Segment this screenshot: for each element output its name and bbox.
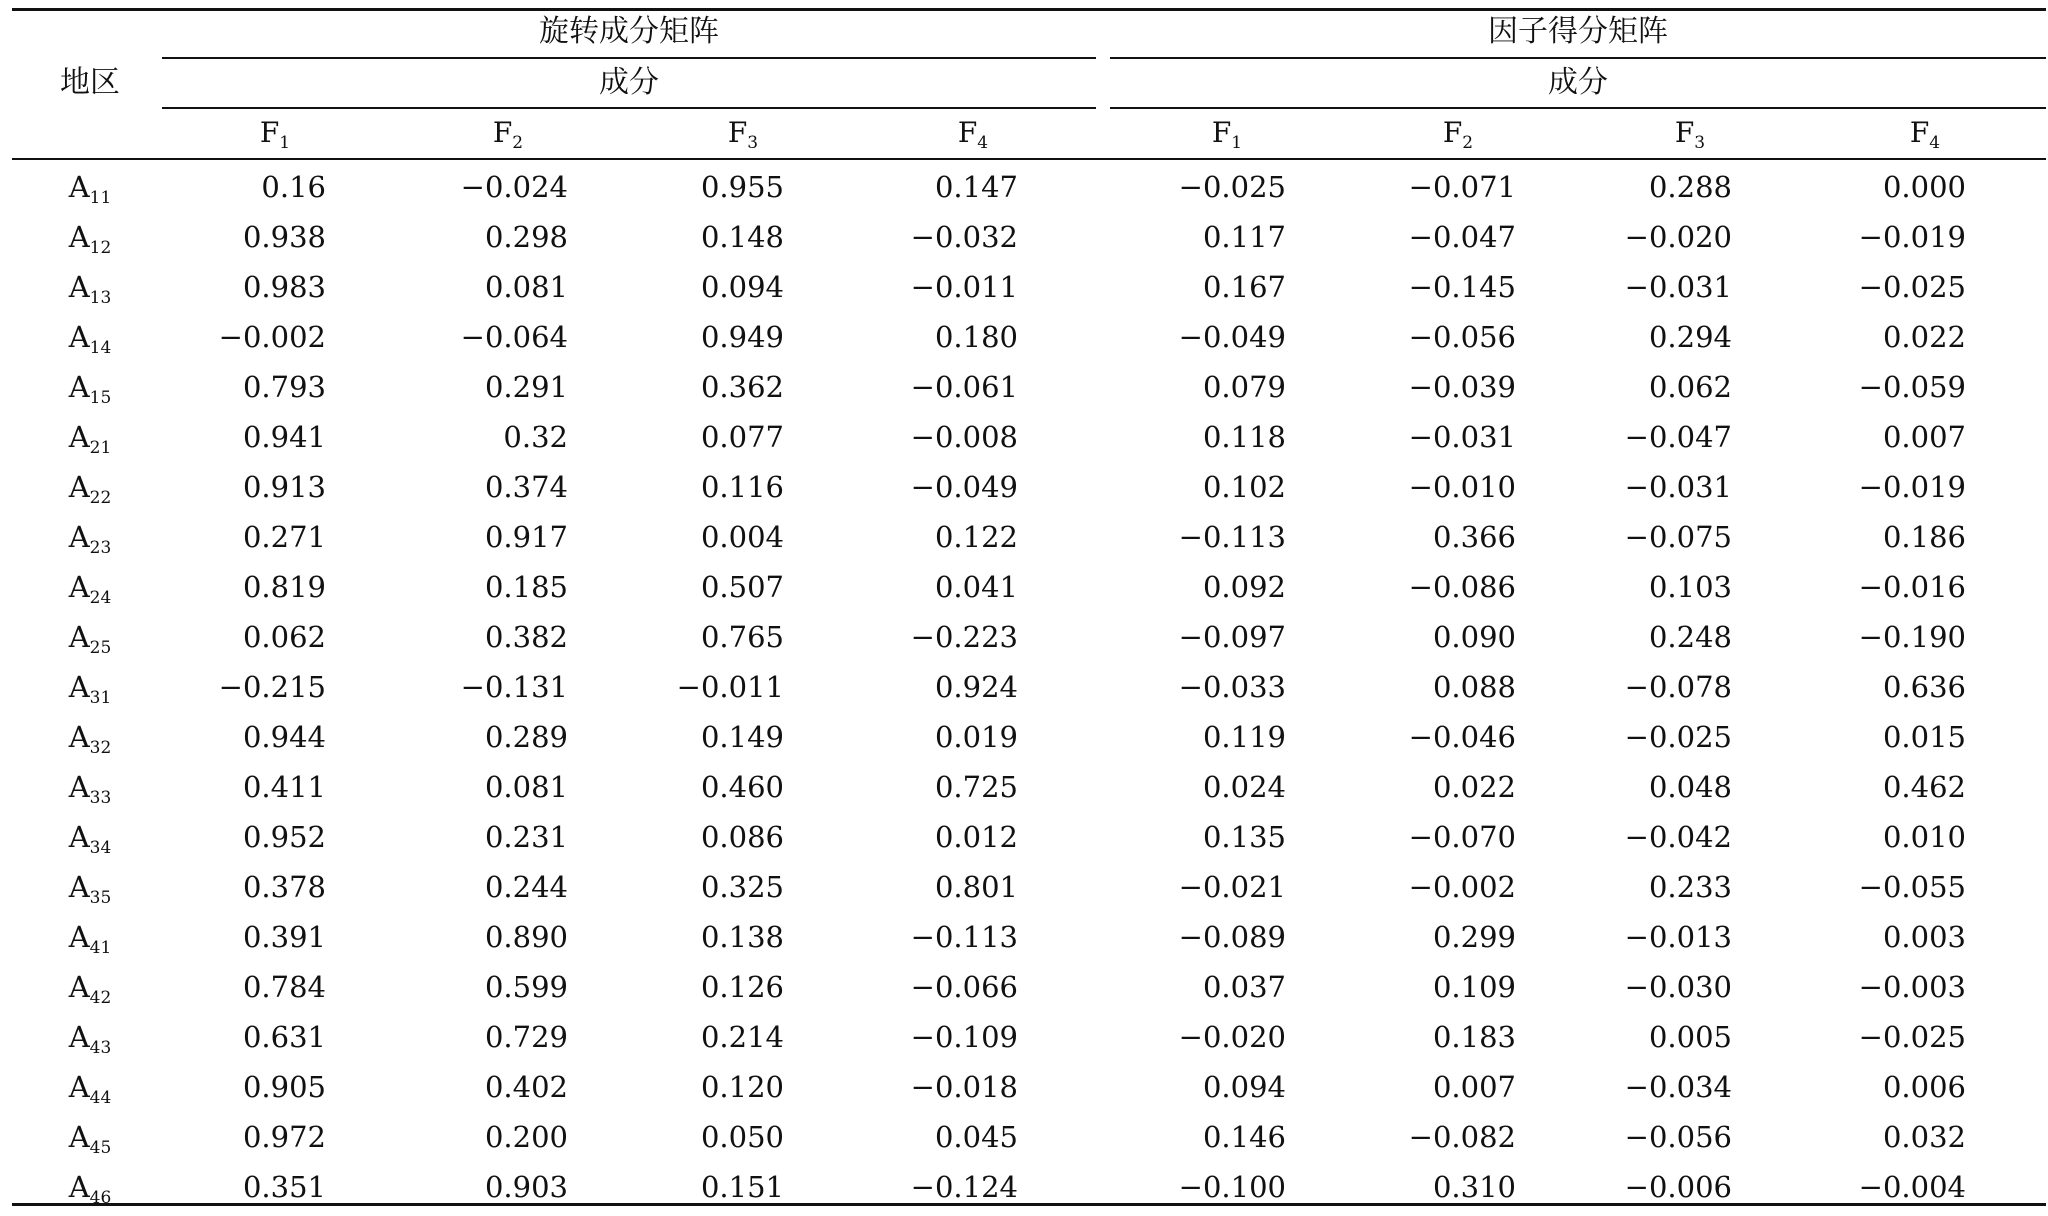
region-label-subscript: 42: [89, 988, 112, 1008]
region-label-base: A: [68, 620, 90, 654]
table-row: [0, 563, 2048, 613]
loading-cell: 0.271: [242, 520, 326, 554]
loading-cell: −0.066: [910, 970, 1018, 1004]
factor-header-f1-subscript: 1: [279, 133, 291, 153]
loading-cell: 0.890: [484, 920, 568, 954]
region-label-base: A: [68, 270, 90, 304]
table-row: [0, 163, 2048, 213]
score-cell: −0.055: [1858, 870, 1966, 904]
region-label-base: A: [68, 220, 90, 254]
rotated-component-matrix-title: 旋转成分矩阵: [539, 14, 719, 49]
region-label-subscript: 12: [89, 238, 112, 258]
score-cell: 0.032: [1882, 1120, 1966, 1154]
score-cell: −0.086: [1408, 570, 1516, 604]
region-label: [30, 367, 150, 407]
score-cell: 0.146: [1202, 1120, 1286, 1154]
score-cell: 0.366: [1432, 520, 1516, 554]
loading-cell: 0.972: [242, 1120, 326, 1154]
region-label-subscript: 21: [89, 438, 112, 458]
score-cell: −0.025: [1624, 720, 1732, 754]
region-label: [30, 317, 150, 357]
loading-cell: 0.012: [934, 820, 1018, 854]
score-cell: 0.062: [1648, 370, 1732, 404]
table-row: [0, 963, 2048, 1013]
score-cell: 0.183: [1432, 1020, 1516, 1054]
score-cell: 0.092: [1202, 570, 1286, 604]
region-label: [30, 617, 150, 657]
score-matrix-title-rule: [1110, 57, 2046, 59]
score-cell: 0.022: [1432, 770, 1516, 804]
score-cell: −0.047: [1624, 420, 1732, 454]
score-cell: −0.056: [1408, 320, 1516, 354]
score-cell: 0.022: [1882, 320, 1966, 354]
loading-cell: 0.631: [242, 1020, 326, 1054]
factor-header-f2: [468, 113, 548, 153]
factor-header-f2-base: F: [492, 116, 513, 149]
factor-header-f1-base: F: [1211, 116, 1232, 149]
loading-cell: 0.200: [484, 1120, 568, 1154]
table-row: [0, 1013, 2048, 1063]
factor-score-subtitle: 成分: [1548, 65, 1608, 100]
loading-cell: 0.507: [700, 570, 784, 604]
region-label-base: A: [68, 570, 90, 604]
factor-header-f4-subscript: 4: [1929, 133, 1941, 153]
loading-cell: 0.955: [700, 170, 784, 204]
table-row: [0, 213, 2048, 263]
score-cell: 0.010: [1882, 820, 1966, 854]
region-label-subscript: 32: [89, 738, 112, 758]
score-cell: −0.016: [1858, 570, 1966, 604]
score-cell: −0.033: [1178, 670, 1286, 704]
loading-cell: 0.16: [261, 170, 326, 204]
score-cell: −0.004: [1858, 1170, 1966, 1204]
loading-cell: 0.019: [934, 720, 1018, 754]
region-label-base: A: [68, 720, 90, 754]
region-label-subscript: 43: [89, 1038, 112, 1058]
table-body: [0, 163, 2048, 1213]
loading-cell: −0.008: [910, 420, 1018, 454]
score-cell: −0.089: [1178, 920, 1286, 954]
factor-header-f3-base: F: [1674, 116, 1695, 149]
loading-cell: 0.116: [700, 470, 784, 504]
factor-header-f1: [1187, 113, 1267, 153]
loading-cell: 0.402: [484, 1070, 568, 1104]
score-cell: 0.186: [1882, 520, 1966, 554]
factor-header-f4-base: F: [957, 116, 978, 149]
loading-cell: −0.032: [910, 220, 1018, 254]
region-label-subscript: 46: [89, 1188, 112, 1208]
factor-header-f2: [1418, 113, 1498, 153]
region-label: [30, 1117, 150, 1157]
loading-cell: 0.289: [484, 720, 568, 754]
score-cell: 0.094: [1202, 1070, 1286, 1104]
loading-cell: 0.374: [484, 470, 568, 504]
region-label-subscript: 34: [89, 838, 112, 858]
loading-cell: 0.411: [242, 770, 326, 804]
score-cell: −0.034: [1624, 1070, 1732, 1104]
factor-header-f1: [235, 113, 315, 153]
table-row: [0, 713, 2048, 763]
factor-header-f4: [1885, 113, 1965, 153]
score-cell: 0.118: [1202, 420, 1286, 454]
score-cell: −0.002: [1408, 870, 1516, 904]
loading-cell: −0.131: [460, 670, 568, 704]
score-cell: −0.113: [1178, 520, 1286, 554]
region-label-subscript: 11: [89, 188, 112, 208]
factor-header-f4: [933, 113, 1013, 153]
score-cell: −0.097: [1178, 620, 1286, 654]
region-label-subscript: 33: [89, 788, 112, 808]
score-cell: −0.031: [1624, 470, 1732, 504]
loading-cell: 0.122: [934, 520, 1018, 554]
score-cell: −0.056: [1624, 1120, 1732, 1154]
score-cell: −0.030: [1624, 970, 1732, 1004]
table-row: [0, 363, 2048, 413]
score-cell: 0.005: [1648, 1020, 1732, 1054]
table-row: [0, 763, 2048, 813]
region-label-subscript: 15: [89, 388, 112, 408]
score-cell: −0.025: [1178, 170, 1286, 204]
score-cell: 0.007: [1432, 1070, 1516, 1104]
score-cell: 0.299: [1432, 920, 1516, 954]
score-cell: −0.013: [1624, 920, 1732, 954]
score-cell: −0.078: [1624, 670, 1732, 704]
score-cell: 0.015: [1882, 720, 1966, 754]
loading-cell: −0.113: [910, 920, 1018, 954]
region-label-base: A: [68, 770, 90, 804]
region-column-header: 地区: [60, 65, 120, 100]
score-cell: −0.100: [1178, 1170, 1286, 1204]
loading-cell: 0.460: [700, 770, 784, 804]
score-cell: 0.117: [1202, 220, 1286, 254]
loading-cell: 0.126: [700, 970, 784, 1004]
region-label-subscript: 22: [89, 488, 112, 508]
loading-cell: −0.124: [910, 1170, 1018, 1204]
score-cell: −0.006: [1624, 1170, 1732, 1204]
score-cell: 0.119: [1202, 720, 1286, 754]
factor-header-f4-subscript: 4: [977, 133, 989, 153]
score-cell: −0.019: [1858, 220, 1966, 254]
region-label-base: A: [68, 370, 90, 404]
region-label-base: A: [68, 1120, 90, 1154]
rotated-component-subtitle: 成分: [599, 65, 659, 100]
loading-cell: −0.061: [910, 370, 1018, 404]
region-label: [30, 867, 150, 907]
loading-cell: −0.064: [460, 320, 568, 354]
region-label: [30, 567, 150, 607]
region-label-base: A: [68, 1020, 90, 1054]
loading-cell: 0.081: [484, 270, 568, 304]
score-cell: 0.003: [1882, 920, 1966, 954]
loading-cell: 0.378: [242, 870, 326, 904]
score-cell: 0.079: [1202, 370, 1286, 404]
loading-cell: 0.062: [242, 620, 326, 654]
loading-cell: 0.148: [700, 220, 784, 254]
score-cell: 0.090: [1432, 620, 1516, 654]
table-row: [0, 613, 2048, 663]
loading-cell: −0.215: [218, 670, 326, 704]
loading-cell: 0.351: [242, 1170, 326, 1204]
score-cell: −0.031: [1624, 270, 1732, 304]
region-label: [30, 167, 150, 207]
rotated-matrix-title-rule: [162, 57, 1096, 59]
score-cell: −0.059: [1858, 370, 1966, 404]
loading-cell: 0.599: [484, 970, 568, 1004]
loading-cell: 0.291: [484, 370, 568, 404]
region-label-base: A: [68, 520, 90, 554]
region-label-subscript: 24: [89, 588, 112, 608]
loading-cell: −0.223: [910, 620, 1018, 654]
region-label: [30, 267, 150, 307]
table-row: [0, 313, 2048, 363]
loading-cell: 0.120: [700, 1070, 784, 1104]
loading-cell: −0.049: [910, 470, 1018, 504]
loading-cell: 0.298: [484, 220, 568, 254]
loading-cell: 0.151: [700, 1170, 784, 1204]
loading-cell: 0.765: [700, 620, 784, 654]
score-cell: −0.019: [1858, 470, 1966, 504]
region-label-subscript: 31: [89, 688, 112, 708]
loading-cell: 0.041: [934, 570, 1018, 604]
score-cell: −0.010: [1408, 470, 1516, 504]
region-label: [30, 467, 150, 507]
table-row: [0, 513, 2048, 563]
region-label-base: A: [68, 1070, 90, 1104]
region-label: [30, 517, 150, 557]
score-cell: −0.031: [1408, 420, 1516, 454]
region-label-base: A: [68, 1170, 90, 1204]
loading-cell: 0.185: [484, 570, 568, 604]
loading-cell: 0.983: [242, 270, 326, 304]
loading-cell: 0.180: [934, 320, 1018, 354]
region-label: [30, 1067, 150, 1107]
region-label-subscript: 14: [89, 338, 112, 358]
table-row: [0, 463, 2048, 513]
region-label-base: A: [68, 420, 90, 454]
factor-header-f2-subscript: 2: [1462, 133, 1474, 153]
score-cell: 0.102: [1202, 470, 1286, 504]
table-row: [0, 1113, 2048, 1163]
factor-header-f1-base: F: [259, 116, 280, 149]
region-label-base: A: [68, 970, 90, 1004]
score-cell: 0.103: [1648, 570, 1732, 604]
table-top-rule: [12, 8, 2046, 11]
loading-cell: −0.024: [460, 170, 568, 204]
region-label: [30, 967, 150, 1007]
factor-header-f2-subscript: 2: [512, 133, 524, 153]
loading-cell: 0.391: [242, 920, 326, 954]
region-label: [30, 217, 150, 257]
score-cell: 0.135: [1202, 820, 1286, 854]
loading-cell: 0.045: [934, 1120, 1018, 1154]
loading-cell: 0.149: [700, 720, 784, 754]
loading-cell: 0.214: [700, 1020, 784, 1054]
rotated-matrix-subtitle-rule: [162, 107, 1096, 109]
score-cell: 0.233: [1648, 870, 1732, 904]
score-cell: −0.020: [1624, 220, 1732, 254]
loading-cell: 0.244: [484, 870, 568, 904]
score-cell: 0.248: [1648, 620, 1732, 654]
factor-header-f3-subscript: 3: [1694, 133, 1706, 153]
score-cell: 0.288: [1648, 170, 1732, 204]
score-cell: 0.007: [1882, 420, 1966, 454]
region-label: [30, 1017, 150, 1057]
loading-cell: 0.362: [700, 370, 784, 404]
loading-cell: 0.784: [242, 970, 326, 1004]
score-cell: 0.006: [1882, 1070, 1966, 1104]
factor-header-f3: [1650, 113, 1730, 153]
region-label-base: A: [68, 170, 90, 204]
factor-header-f1-subscript: 1: [1231, 133, 1243, 153]
region-label: [30, 1167, 150, 1207]
score-cell: −0.025: [1858, 1020, 1966, 1054]
region-label: [30, 767, 150, 807]
loading-cell: 0.819: [242, 570, 326, 604]
score-cell: 0.048: [1648, 770, 1732, 804]
region-label-subscript: 44: [89, 1088, 112, 1108]
loading-cell: 0.924: [934, 670, 1018, 704]
loading-cell: 0.725: [934, 770, 1018, 804]
score-cell: −0.190: [1858, 620, 1966, 654]
score-cell: 0.037: [1202, 970, 1286, 1004]
region-label-base: A: [68, 320, 90, 354]
loading-cell: 0.917: [484, 520, 568, 554]
region-label-base: A: [68, 670, 90, 704]
region-label-subscript: 45: [89, 1138, 112, 1158]
score-cell: −0.070: [1408, 820, 1516, 854]
score-cell: 0.167: [1202, 270, 1286, 304]
loading-cell: 0.944: [242, 720, 326, 754]
loading-cell: 0.793: [242, 370, 326, 404]
score-cell: −0.039: [1408, 370, 1516, 404]
score-cell: 0.294: [1648, 320, 1732, 354]
loading-cell: 0.32: [503, 420, 568, 454]
score-cell: 0.000: [1882, 170, 1966, 204]
loading-cell: 0.905: [242, 1070, 326, 1104]
loading-cell: 0.941: [242, 420, 326, 454]
score-cell: −0.145: [1408, 270, 1516, 304]
score-cell: −0.020: [1178, 1020, 1286, 1054]
loading-cell: 0.050: [700, 1120, 784, 1154]
table-row: [0, 863, 2048, 913]
region-label-base: A: [68, 870, 90, 904]
score-cell: 0.024: [1202, 770, 1286, 804]
loading-cell: 0.903: [484, 1170, 568, 1204]
loading-cell: −0.002: [218, 320, 326, 354]
score-cell: 0.109: [1432, 970, 1516, 1004]
region-label-base: A: [68, 470, 90, 504]
factor-header-f3-base: F: [727, 116, 748, 149]
region-label-base: A: [68, 920, 90, 954]
table-row: [0, 413, 2048, 463]
loading-cell: 0.077: [700, 420, 784, 454]
region-label: [30, 917, 150, 957]
table-row: [0, 913, 2048, 963]
loading-cell: 0.325: [700, 870, 784, 904]
region-label-subscript: 25: [89, 638, 112, 658]
loading-cell: 0.382: [484, 620, 568, 654]
factor-header-f3: [703, 113, 783, 153]
loading-cell: 0.138: [700, 920, 784, 954]
region-label: [30, 417, 150, 457]
region-label-subscript: 35: [89, 888, 112, 908]
loading-cell: −0.011: [676, 670, 784, 704]
region-label: [30, 817, 150, 857]
table-row: [0, 1163, 2048, 1213]
region-label: [30, 667, 150, 707]
loading-cell: −0.109: [910, 1020, 1018, 1054]
score-cell: −0.025: [1858, 270, 1966, 304]
score-cell: −0.049: [1178, 320, 1286, 354]
loading-cell: 0.949: [700, 320, 784, 354]
region-label: [30, 717, 150, 757]
score-cell: −0.047: [1408, 220, 1516, 254]
table-row: [0, 263, 2048, 313]
table-row: [0, 663, 2048, 713]
loading-cell: 0.094: [700, 270, 784, 304]
region-label-subscript: 41: [89, 938, 112, 958]
loading-cell: 0.913: [242, 470, 326, 504]
loading-cell: 0.004: [700, 520, 784, 554]
table-row: [0, 1063, 2048, 1113]
region-label-base: A: [68, 820, 90, 854]
score-matrix-subtitle-rule: [1110, 107, 2046, 109]
table-row: [0, 813, 2048, 863]
loading-cell: 0.952: [242, 820, 326, 854]
header-bottom-rule: [12, 158, 2046, 160]
loading-cell: 0.147: [934, 170, 1018, 204]
score-cell: −0.071: [1408, 170, 1516, 204]
score-cell: 0.462: [1882, 770, 1966, 804]
loading-cell: −0.018: [910, 1070, 1018, 1104]
factor-header-f4-base: F: [1909, 116, 1930, 149]
score-cell: −0.075: [1624, 520, 1732, 554]
score-cell: −0.082: [1408, 1120, 1516, 1154]
loading-cell: 0.938: [242, 220, 326, 254]
region-label-subscript: 13: [89, 288, 112, 308]
loading-cell: −0.011: [910, 270, 1018, 304]
factor-header-f3-subscript: 3: [747, 133, 759, 153]
loading-cell: 0.086: [700, 820, 784, 854]
loading-cell: 0.729: [484, 1020, 568, 1054]
score-cell: −0.021: [1178, 870, 1286, 904]
score-cell: 0.636: [1882, 670, 1966, 704]
loading-cell: 0.081: [484, 770, 568, 804]
factor-header-f2-base: F: [1442, 116, 1463, 149]
loading-cell: 0.801: [934, 870, 1018, 904]
score-cell: 0.310: [1432, 1170, 1516, 1204]
score-cell: −0.003: [1858, 970, 1966, 1004]
score-cell: 0.088: [1432, 670, 1516, 704]
factor-score-matrix-title: 因子得分矩阵: [1488, 14, 1668, 49]
loading-cell: 0.231: [484, 820, 568, 854]
region-label-subscript: 23: [89, 538, 112, 558]
score-cell: −0.046: [1408, 720, 1516, 754]
score-cell: −0.042: [1624, 820, 1732, 854]
